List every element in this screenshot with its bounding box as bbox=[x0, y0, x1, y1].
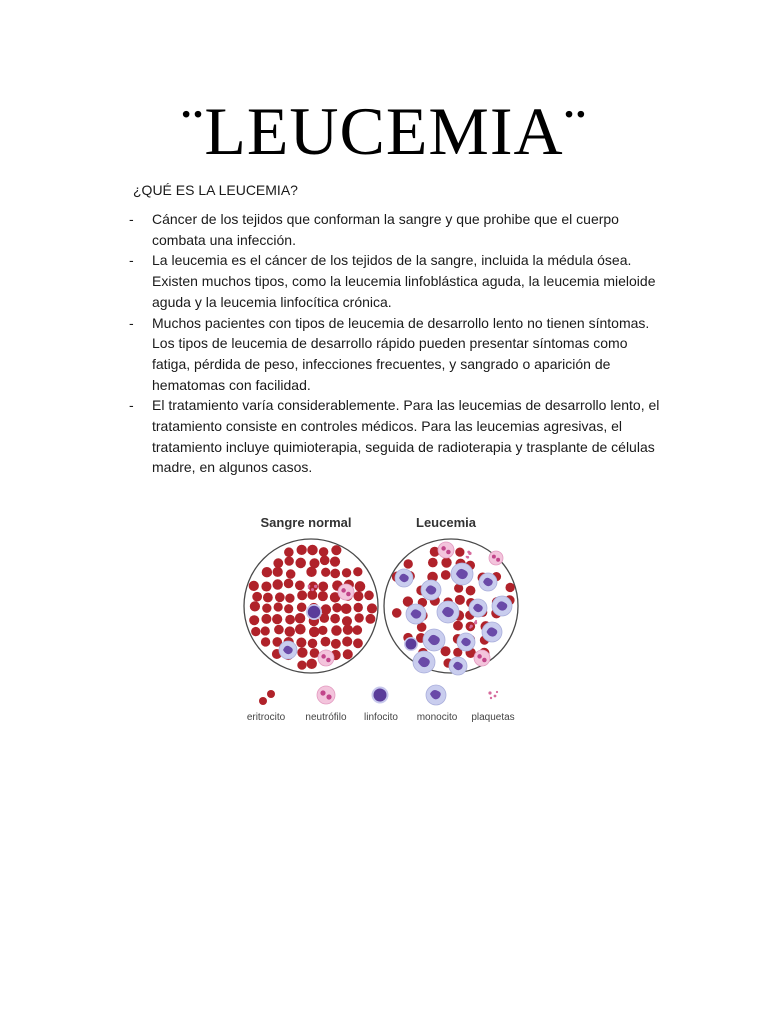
erythrocyte-cell bbox=[297, 647, 307, 657]
list-item bbox=[128, 250, 668, 312]
erythrocyte-cell bbox=[262, 567, 272, 577]
erythrocyte-cell bbox=[321, 604, 332, 615]
erythrocyte-cell bbox=[297, 545, 307, 555]
erythrocyte-cell bbox=[353, 567, 362, 576]
monocyte-icon bbox=[426, 685, 446, 705]
neutrophil-icon bbox=[317, 686, 335, 704]
erythrocyte-cell bbox=[342, 636, 352, 646]
erythrocyte-cell bbox=[249, 615, 259, 625]
monocyte-cell bbox=[479, 573, 497, 591]
legend bbox=[247, 685, 515, 723]
erythrocyte-cell bbox=[354, 613, 363, 622]
erythrocyte-cell bbox=[295, 558, 306, 569]
bullet-line: Muchos pacientes con tipos de leucemia de desarrollo lento no tienen síntomas. bbox=[152, 314, 650, 331]
normal-blood-circle bbox=[244, 539, 378, 673]
erythrocyte-cell bbox=[404, 559, 413, 568]
bullet-list bbox=[128, 209, 668, 478]
monocyte-cell bbox=[451, 563, 473, 585]
section-question: ¿QUÉ ES LA LEUCEMIA? bbox=[133, 182, 298, 198]
bullet-line: Existen muchos tipos, como la leucemia linfoblástica aguda, la leucemia mieloide bbox=[152, 273, 656, 290]
erythrocyte-cell bbox=[367, 603, 377, 613]
bullet-line: Cáncer de los tejidos que conforman la sangre y que prohibe que el cuerpo bbox=[152, 211, 619, 227]
erythrocyte-cell bbox=[284, 579, 294, 589]
erythrocyte-cell bbox=[318, 581, 328, 591]
neutrophil-cell bbox=[338, 584, 354, 600]
erythrocyte-cell bbox=[342, 568, 351, 577]
erythrocyte-cell bbox=[318, 626, 327, 635]
platelets-icon bbox=[488, 691, 498, 699]
erythrocyte-cell bbox=[308, 639, 318, 649]
bullet-line: hematomas con facilidad. bbox=[152, 376, 311, 393]
erythrocyte-cell bbox=[307, 545, 317, 555]
neutrophil-cell bbox=[489, 551, 503, 565]
bullet-line: madre, en algunos casos. bbox=[152, 459, 313, 476]
erythrocyte-cell bbox=[250, 601, 260, 611]
monocyte-cell bbox=[482, 622, 502, 642]
neutrophil-cell bbox=[438, 542, 454, 558]
monocyte-cell bbox=[395, 569, 413, 587]
erythrocyte-cell bbox=[341, 604, 352, 615]
monocyte-cell bbox=[423, 629, 445, 651]
erythrocyte-cell bbox=[261, 626, 270, 635]
erythrocyte-cell bbox=[273, 558, 283, 568]
erythrocyte-cell bbox=[262, 604, 271, 613]
bullet-line: El tratamiento varía considerablemente. Para las leucemias de desarrollo lento, el bbox=[152, 397, 660, 414]
erythrocyte-cell bbox=[306, 567, 316, 577]
erythrocyte-cell bbox=[295, 580, 305, 590]
legend-label: plaquetas bbox=[471, 712, 515, 723]
monocyte-cell bbox=[279, 641, 297, 659]
erythrocyte-cell bbox=[332, 603, 341, 612]
erythrocyte-cell bbox=[263, 593, 273, 603]
erythrocyte-cell bbox=[296, 637, 306, 647]
erythrocyte-cell bbox=[428, 558, 438, 568]
erythrocyte-cell bbox=[318, 591, 328, 601]
document-title: ¨LEUCEMIA¨ bbox=[180, 93, 588, 169]
bullet-dash: - bbox=[129, 314, 134, 331]
erythrocyte-cell bbox=[320, 555, 330, 565]
erythrocyte-cell bbox=[272, 614, 282, 624]
erythrocyte-cell bbox=[455, 548, 464, 557]
erythrocyte-cell bbox=[285, 626, 295, 636]
lymphocyte-icon bbox=[372, 687, 389, 704]
erythrocyte-cell bbox=[285, 615, 295, 625]
list-item bbox=[128, 313, 668, 396]
monocyte-cell bbox=[406, 604, 426, 624]
monocyte-cell bbox=[492, 596, 512, 616]
erythrocyte-cell bbox=[319, 547, 329, 557]
erythrocyte-cell bbox=[355, 581, 366, 592]
bullet-line: La leucemia es el cáncer de los tejidos de la sangre, incluida la médula ósea. bbox=[152, 252, 632, 269]
erythrocyte-cell bbox=[297, 660, 306, 669]
erythrocyte-cell bbox=[331, 639, 341, 649]
bullet-dash: - bbox=[129, 252, 134, 269]
erythrocyte-cell bbox=[342, 616, 352, 626]
erythrocyte-cell bbox=[261, 614, 271, 624]
erythrocyte-cell bbox=[307, 590, 317, 600]
erythrocyte-cell bbox=[466, 586, 476, 596]
erythrocyte-cell bbox=[272, 579, 282, 589]
erythrocyte-cell bbox=[321, 637, 331, 647]
list-item bbox=[128, 395, 668, 478]
erythrocyte-cell bbox=[441, 557, 451, 567]
erythrocyte-cell bbox=[330, 569, 340, 579]
monocyte-cell bbox=[413, 651, 435, 673]
neutrophil-cell bbox=[474, 650, 490, 666]
bullet-dash: - bbox=[129, 397, 134, 414]
blood-comparison-illustration bbox=[226, 494, 526, 729]
erythrocyte-cell bbox=[455, 595, 465, 605]
bullet-line: tratamiento incluye quimioterapia, seguida de radioterapia y trasplante de células bbox=[152, 438, 655, 455]
erythrocyte-cell bbox=[453, 621, 463, 631]
bullet-line: aguda y la leucemia linfocítica crónica. bbox=[152, 293, 392, 310]
erythrocyte-cell bbox=[286, 569, 296, 579]
erythrocyte-cell bbox=[284, 547, 294, 557]
legend-label: neutrófilo bbox=[305, 712, 347, 723]
erythrocyte-cell bbox=[364, 591, 374, 601]
legend-label: eritrocito bbox=[246, 712, 286, 723]
erythrocyte-cell bbox=[441, 570, 451, 580]
blood-comparison-figure bbox=[226, 494, 526, 729]
erythrocyte-cell bbox=[307, 659, 317, 669]
bullet-line: tratamiento consiste en controles médicos. Para las leucemias agresivas, el bbox=[152, 418, 622, 435]
lymphocyte-cell bbox=[404, 637, 418, 651]
erythrocyte-cell bbox=[249, 581, 259, 591]
erythrocyte-icon bbox=[259, 690, 275, 705]
erythrocyte-cell bbox=[365, 614, 375, 624]
bullet-line: combata una infección. bbox=[152, 231, 296, 248]
lymphocyte-cell bbox=[306, 604, 322, 620]
erythrocyte-cell bbox=[297, 602, 307, 612]
bullet-line: fatiga, pérdida de peso, infecciones frecuentes, y sangrado o aparición de bbox=[152, 355, 611, 372]
erythrocyte-cell bbox=[252, 592, 262, 602]
erythrocyte-cell bbox=[331, 545, 341, 555]
erythrocyte-cell bbox=[309, 627, 319, 637]
legend-label: monocito bbox=[416, 712, 458, 723]
erythrocyte-cell bbox=[392, 608, 402, 618]
list-item bbox=[128, 209, 668, 250]
erythrocyte-cell bbox=[274, 602, 283, 611]
monocyte-cell bbox=[449, 657, 467, 675]
erythrocyte-cell bbox=[505, 583, 514, 592]
erythrocyte-cell bbox=[331, 625, 342, 636]
bullet-line: Los tipos de leucemia de desarrollo rápido pueden presentar síntomas como bbox=[152, 335, 628, 352]
leukemia-blood-circle bbox=[384, 539, 518, 675]
erythrocyte-cell bbox=[284, 556, 293, 565]
erythrocyte-cell bbox=[274, 625, 284, 635]
erythrocyte-cell bbox=[261, 581, 271, 591]
bullet-dash: - bbox=[129, 211, 134, 227]
erythrocyte-cell bbox=[295, 624, 306, 635]
panel-label-leukemia: Leucemia bbox=[416, 515, 476, 530]
erythrocyte-cell bbox=[321, 568, 330, 577]
panel-label-normal: Sangre normal bbox=[260, 515, 352, 530]
erythrocyte-cell bbox=[261, 637, 270, 646]
monocyte-cell bbox=[469, 599, 487, 617]
erythrocyte-cell bbox=[343, 649, 353, 659]
erythrocyte-cell bbox=[330, 557, 340, 567]
erythrocyte-cell bbox=[297, 590, 307, 600]
erythrocyte-cell bbox=[285, 594, 294, 603]
monocyte-cell bbox=[421, 580, 441, 600]
erythrocyte-cell bbox=[343, 625, 353, 635]
erythrocyte-cell bbox=[330, 614, 340, 624]
erythrocyte-cell bbox=[251, 627, 260, 636]
neutrophil-cell bbox=[318, 650, 334, 666]
erythrocyte-cell bbox=[352, 625, 362, 635]
erythrocyte-cell bbox=[284, 604, 293, 613]
erythrocyte-cell bbox=[275, 592, 285, 602]
monocyte-cell bbox=[457, 633, 475, 651]
erythrocyte-cell bbox=[353, 591, 363, 601]
erythrocyte-cell bbox=[273, 567, 283, 577]
legend-label: linfocito bbox=[364, 712, 398, 723]
erythrocyte-cell bbox=[354, 603, 363, 612]
erythrocyte-cell bbox=[295, 613, 305, 623]
monocyte-cell bbox=[437, 601, 459, 623]
erythrocyte-cell bbox=[353, 638, 363, 648]
